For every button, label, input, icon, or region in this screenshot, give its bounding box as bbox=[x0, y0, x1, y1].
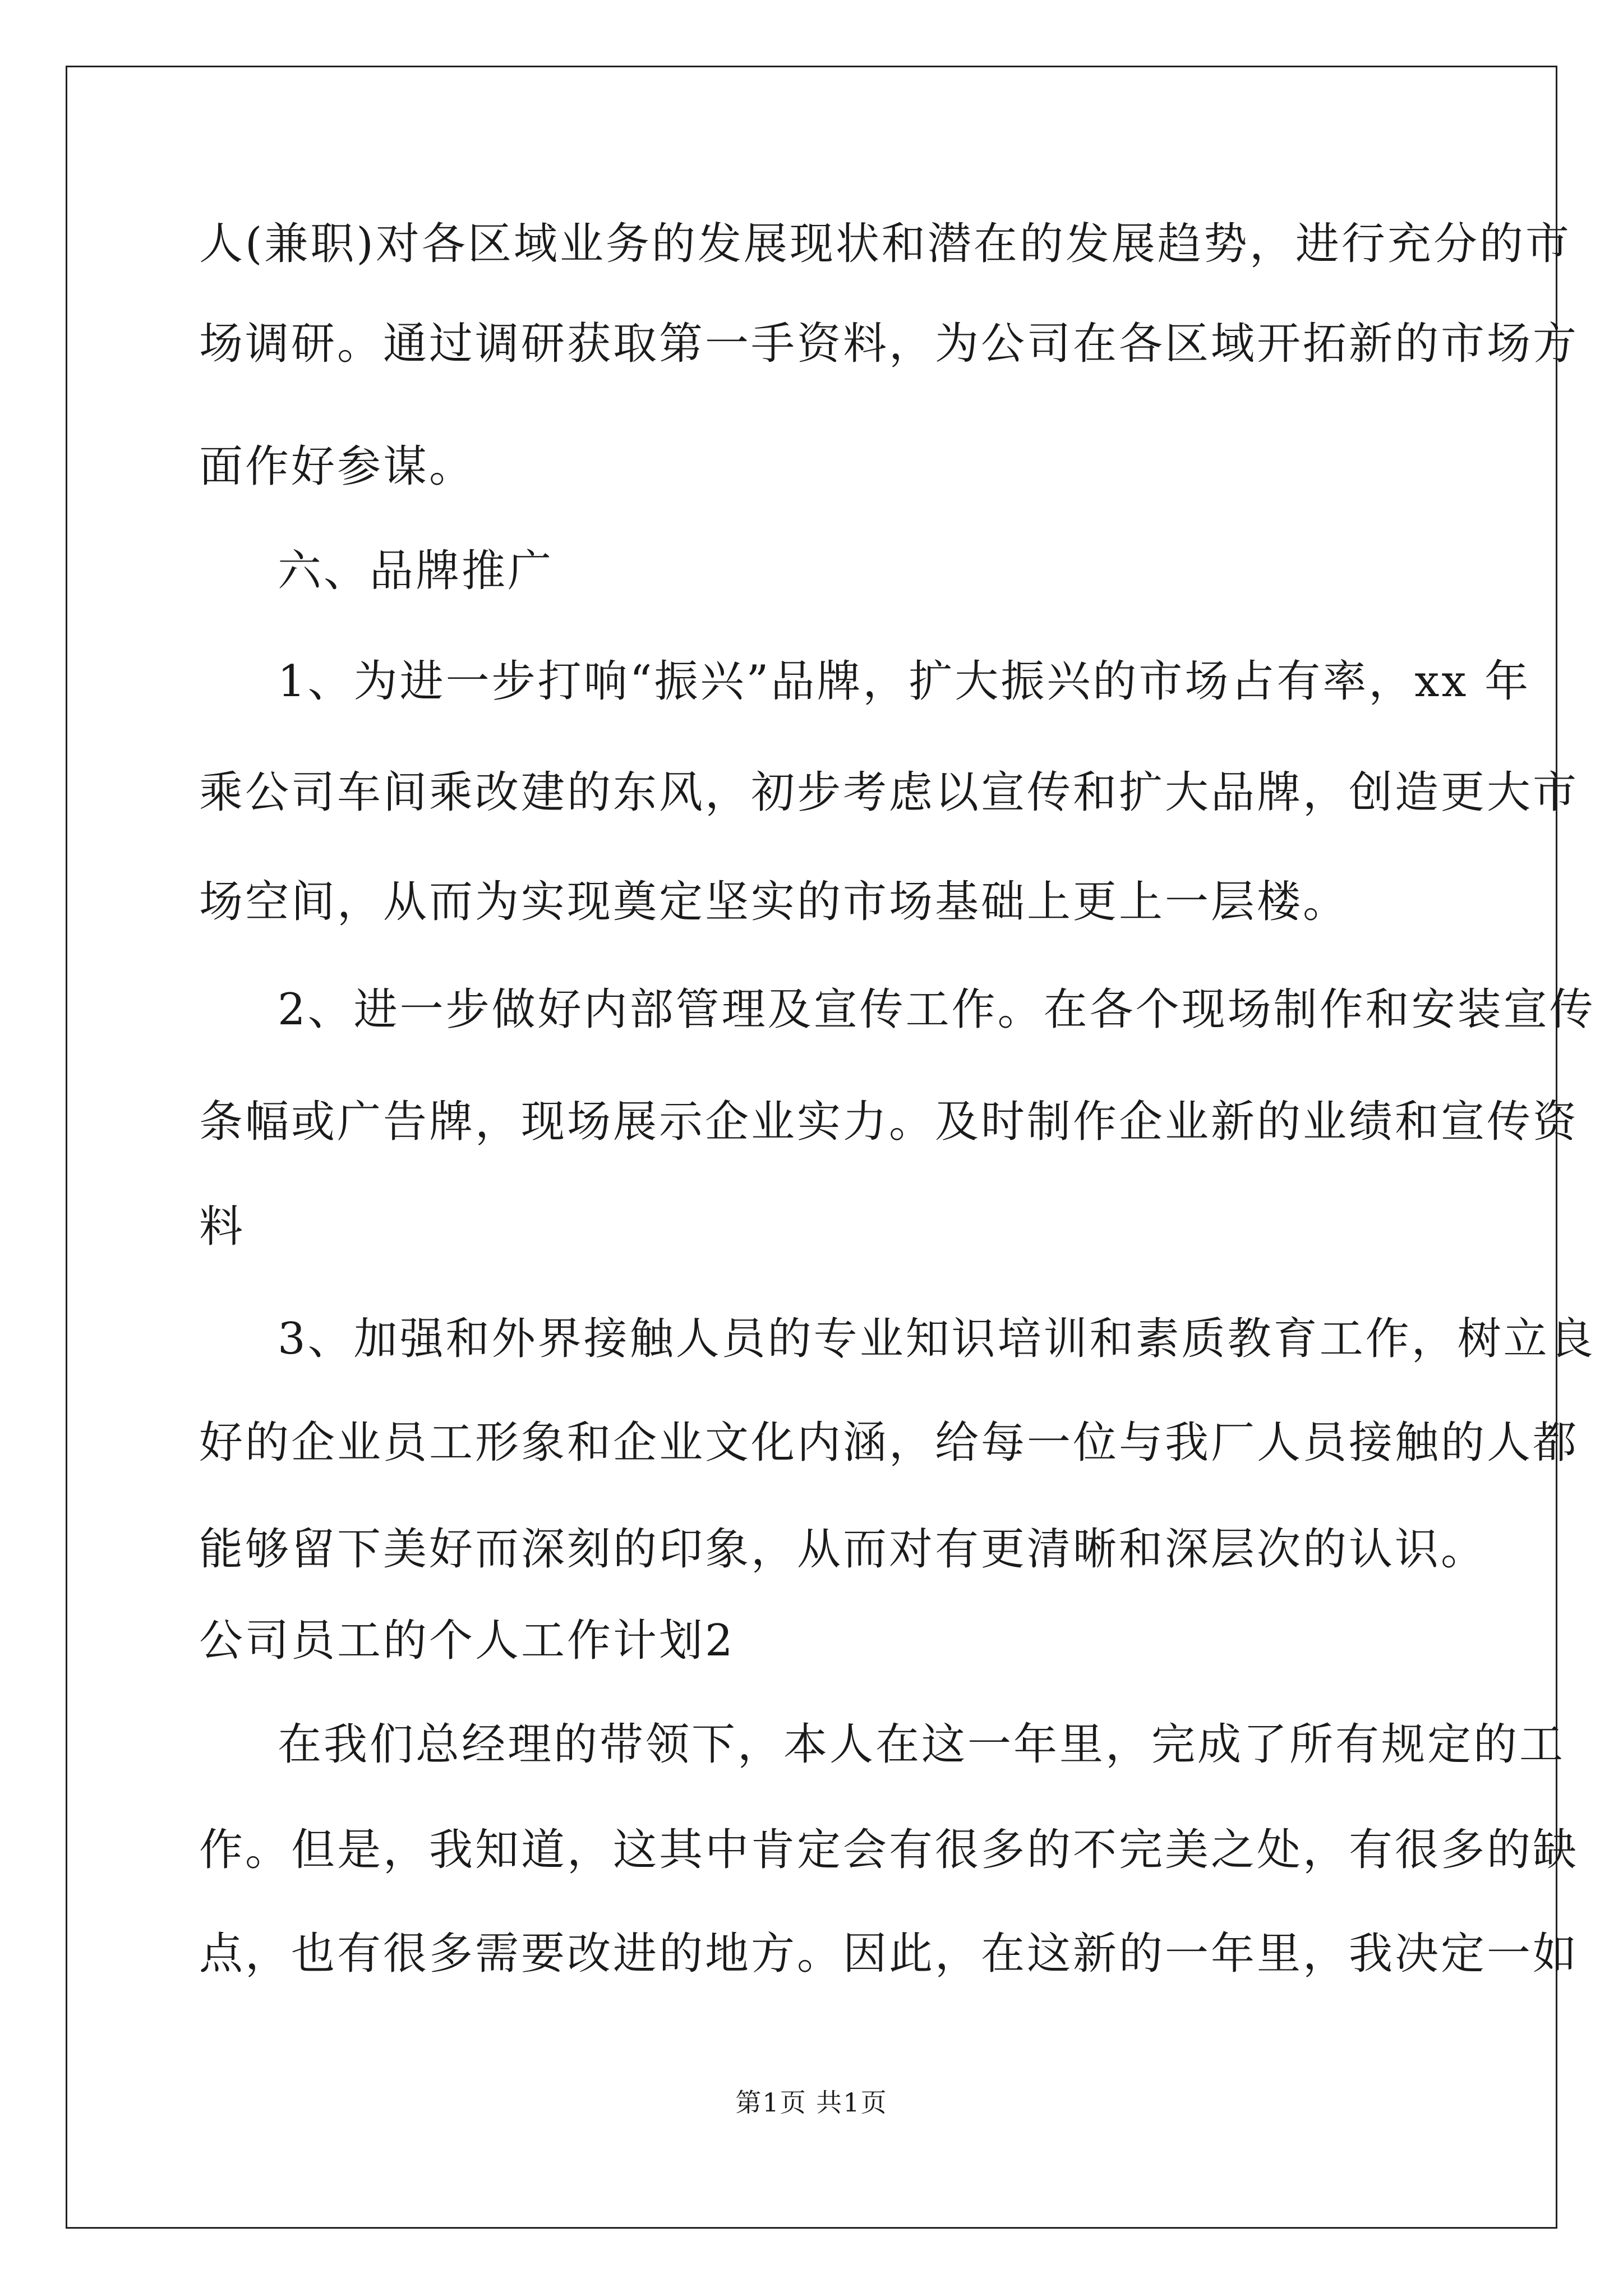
body-text-line-7: 场空间，从而为实现奠定坚实的市场基础上更上一层楼。 bbox=[199, 877, 1349, 927]
body-text-line-1: 人(兼职)对各区域业务的发展现状和潜在的发展趋势，进行充分的市 bbox=[199, 219, 1571, 269]
page-number-footer: 第1页 共1页 bbox=[735, 2087, 888, 2118]
body-text-line-16: 作。但是，我知道，这其中肯定会有很多的不完美之处，有很多的缺 bbox=[199, 1825, 1579, 1875]
body-text-line-9: 条幅或广告牌，现场展示企业实力。及时制作企业新的业绩和宣传资 bbox=[199, 1097, 1579, 1147]
body-text-line-5: 1、为进一步打响“振兴”品牌，扩大振兴的市场占有率，xx 年 bbox=[278, 656, 1531, 707]
body-text-line-2: 场调研。通过调研获取第一手资料，为公司在各区域开拓新的市场方 bbox=[199, 319, 1579, 369]
body-text-line-8: 2、进一步做好内部管理及宣传工作。在各个现场制作和安装宣传 bbox=[278, 984, 1596, 1035]
body-text-line-11: 3、加强和外界接触人员的专业知识培训和素质教育工作，树立良 bbox=[278, 1314, 1596, 1364]
section-heading-brand-promotion: 六、品牌推广 bbox=[278, 546, 554, 596]
body-text-line-3: 面作好参谋。 bbox=[199, 441, 476, 492]
body-text-line-12: 好的企业员工形象和企业文化内涵，给每一位与我厂人员接触的人都 bbox=[199, 1418, 1579, 1468]
body-text-line-10: 料 bbox=[199, 1202, 246, 1252]
body-text-line-17: 点，也有很多需要改进的地方。因此，在这新的一年里，我决定一如 bbox=[199, 1929, 1579, 1979]
body-text-line-15: 在我们总经理的带领下，本人在这一年里，完成了所有规定的工 bbox=[278, 1719, 1566, 1770]
body-text-line-13: 能够留下美好而深刻的印象，从而对有更清晰和深层次的认识。 bbox=[199, 1524, 1487, 1575]
body-text-line-6: 乘公司车间乘改建的东风，初步考虑以宣传和扩大品牌，创造更大市 bbox=[199, 767, 1579, 818]
document-section-title: 公司员工的个人工作计划2 bbox=[199, 1616, 735, 1666]
